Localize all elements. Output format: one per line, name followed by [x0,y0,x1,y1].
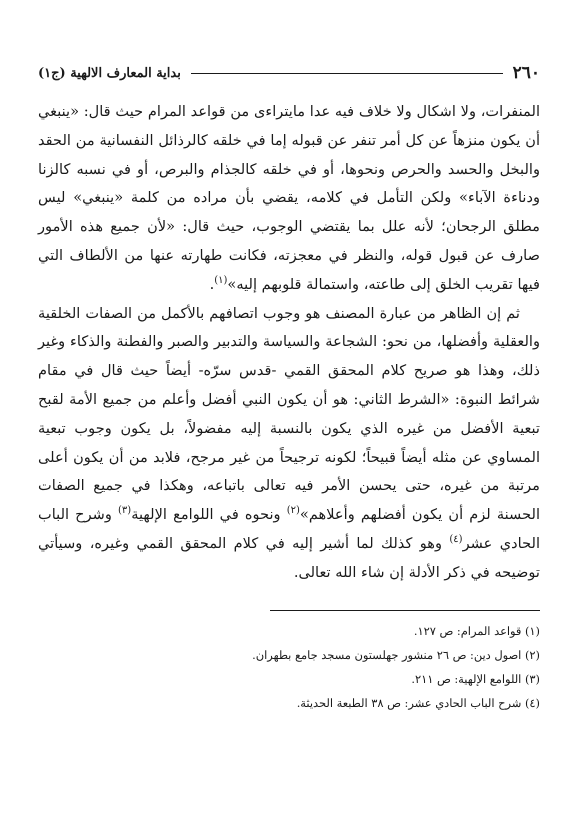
footnote-3: (٣) اللوامع الإلهية: ص ٢١١. [411,671,540,686]
footnote-2: (٢) اصول دين: ص ٢٦ منشور جهلستون مسجد جامع بطهران. [252,647,540,662]
text-line: الصفات الخلقية والعقلية وأفضلها، من نحو: الشجاعة والسياسة والتدبير والصبر [38,304,540,351]
text-line: ثم إن الظاهر من عبارة المصنف هو وجوب اتصافهم بالأكمل من [137,304,520,322]
text-line: لما أشير إليه في كلام المحقق القمي وغيره، وسيأتي توضيحه في ذكر الأدلة إن [38,534,540,581]
running-title: بداية المعارف الالهية (ج١) [38,65,181,81]
text-segment: وشرح الباب الحادي عشر [38,506,540,552]
page-header [38,62,540,84]
text-line: بأن مراده من كلمة «ينبغي» ليس مطلق الرجحان؛ لأنه علل بما يقتضي [38,189,541,236]
text-line: والفطنة والذكاء وغير ذلك، وهذا هو صريح كلام المحقق القمي -قدس سرّه- [38,333,540,380]
text-line: ترجيحاً من غير مرجح، فلابد من أن يكون أعلى مرتبة من غيره، حتى يحسن [38,448,541,495]
text-line: أيضاً حيث قال في مقام شرائط النبوة: «الشرط الثاني: هو أن يكون النبي [38,362,540,408]
footnotes [38,619,540,715]
text-line: واستمالة قلوبهم إليه» [227,275,360,293]
text-segment: وأعلاهم» [299,506,355,524]
footnote-1: (١) قواعد المرام: ص ١٢٧. [413,623,540,638]
text-line: قال: «ينبغي أن يكون منزهاً عن كل أمر تنفر عن قبوله إما في خلقه كالرذائل [38,103,541,149]
text-line: الأمر فيه تعالى باتباعه، وهكذا في جميع الصفات الحسنة لزم أن يكون أفضلهم [38,477,540,524]
text-line: أفضل وأعلم من جميع الأمة لقبح تبعية الأفضل من غيره الذي يكون بالنسبة [38,390,540,437]
text-segment: وهو كذلك [381,534,450,552]
body-text [38,98,540,588]
text-line: النفسانية من الحقد والبخل والحسد والحرص ونحوها، أو في خلقه كالجذام [38,131,540,178]
text-line: المنفرات، ولا اشكال ولا خلاف فيه عدا مايتراءى من قواعد المرام حيث [115,103,540,120]
footnote-separator [270,610,540,611]
paragraph-1: المنفرات، ولا اشكال ولا خلاف فيه عدا مايتراءى من قواعد المرام حيث قال: «ينبغي أن يكون منزهاً عن كل أمر تنفر عن قبوله إما في خلقه كالرذائل النفسانية من الحقد والبخل والحسد والحرص ونحوها، أو في خلقه كالجذام والبرص، أو في نسبه كالزنا ودناءة الآباء» ولكن التأمل في كلامه، يقضي بأن مراده من كلمة «ينبغي» ليس مطلق الرجحان؛ لأنه علل بما يقتضي الوجوب، حيث قال: «لأن جميع هذه الأمور صارف عن قبول قوله، والنظر في معجزته، فكانت طهارته عنها من الألطاف التي فيها تقريب الخلق إلى طاعته، واستمالة قلوبهم إليه»$^{(١)}$. [38,103,541,293]
footnote-ref-2[interactable]: (٢) [286,505,300,517]
text-line: والبرص، أو في نسبه كالزنا ودناءة الآباء» ولكن التأمل في كلامه، يقضي [38,160,540,207]
footnote-4: (٤) شرح الباب الحادي عشر: ص ٣٨ الطبعة الحديثة. [296,695,540,710]
footnote-ref-4[interactable]: (٤) [449,534,463,546]
page-number: ٢٦٠ [512,63,540,83]
text-segment: ونحوه في اللوامع الإلهية [131,506,287,524]
footnote-ref-1[interactable]: (١) [214,274,228,286]
footnote-ref-3[interactable]: (٣) [118,505,132,517]
text-line: إليه مفضولاً، بل يكون وجوب تبعية المساوي عن مثله أيضاً قبيحاً؛ لكونه [38,419,540,466]
text-line: شاء الله تعالى. [293,563,385,581]
header-rule [191,73,503,74]
text-line: معجزته، فكانت طهارته عنها من الألطاف التي فيها تقريب الخلق إلى طاعته، [38,246,540,293]
text-line: الوجوب، حيث قال: «لأن جميع هذه الأمور صارف عن قبول قوله، والنظر في [38,218,540,264]
paragraph-2 [38,300,540,588]
